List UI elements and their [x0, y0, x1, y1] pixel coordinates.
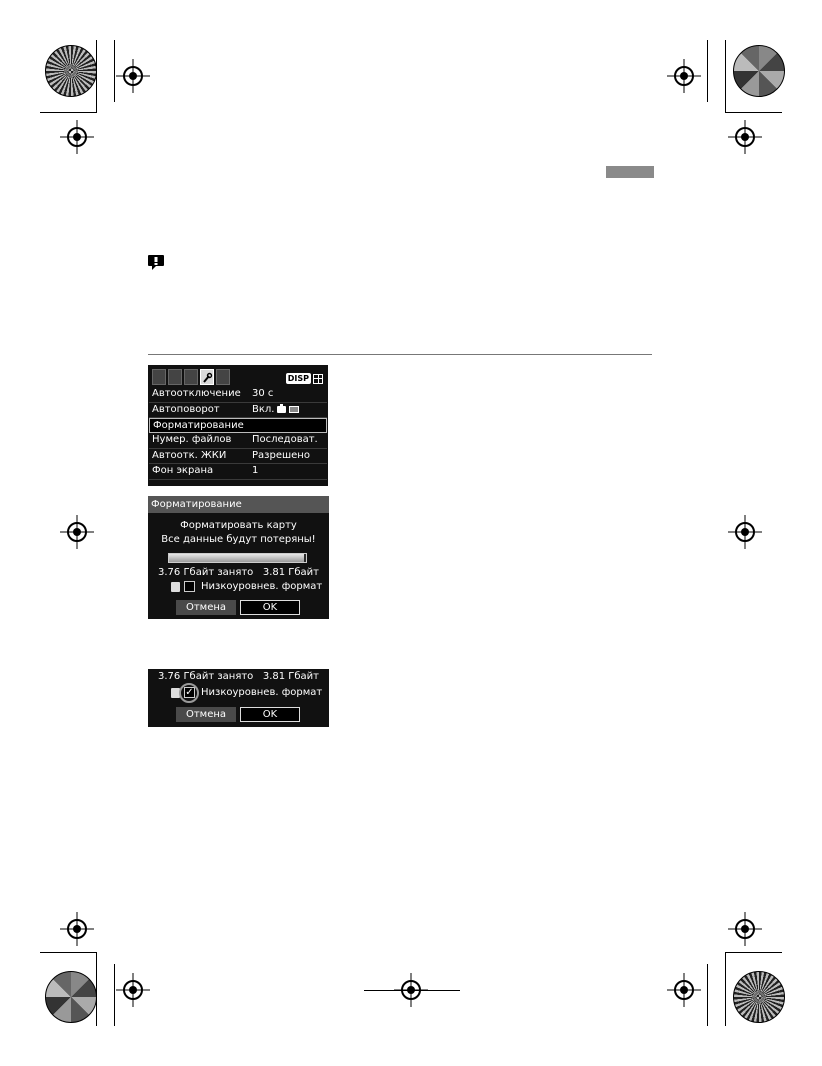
menu-item-value: Разрешено [252, 449, 310, 461]
tab-playback-1[interactable] [152, 369, 166, 385]
used-space-label: 3.76 Гбайт занято [158, 671, 254, 682]
registration-target-icon [60, 120, 94, 154]
cancel-button[interactable]: Отмена [176, 707, 236, 722]
color-wheel-icon [45, 971, 97, 1023]
registration-target-icon [667, 973, 701, 1007]
tab-playback-3[interactable] [184, 369, 198, 385]
color-wheel-icon [45, 45, 97, 97]
menu-item-value: 30 с [252, 388, 274, 399]
dialog-message-line1: Форматировать карту [180, 520, 297, 531]
cancel-button[interactable]: Отмена [176, 600, 236, 615]
trash-icon [171, 582, 180, 592]
menu-item-value: Вкл. [252, 403, 275, 415]
registration-target-icon [60, 515, 94, 549]
ok-button[interactable]: OK [240, 600, 300, 615]
menu-item-label: Автоповорот [152, 403, 220, 415]
wrench-icon [201, 371, 213, 385]
registration-target-icon [116, 59, 150, 93]
tab-setup[interactable] [200, 369, 214, 385]
color-wheel-icon [733, 971, 785, 1023]
tab-custom[interactable] [216, 369, 230, 385]
format-detail-crop [148, 669, 329, 727]
registration-target-icon [60, 912, 94, 946]
caution-icon [147, 254, 165, 272]
menu-item-label: Форматирование [153, 420, 244, 431]
disp-button[interactable] [286, 373, 323, 384]
monitor-icon [289, 406, 299, 413]
menu-list [149, 387, 327, 480]
total-capacity-label: 3.81 Гбайт [262, 671, 319, 682]
section-tab-marker [606, 166, 654, 178]
low-level-format-label: Низкоуровнев. формат [201, 687, 323, 698]
section-divider [148, 354, 652, 355]
total-capacity-label: 3.81 Гбайт [262, 567, 319, 578]
menu-item-label: Нумер. файлов [152, 434, 232, 445]
highlight-circle [179, 683, 199, 703]
format-dialog [148, 496, 329, 619]
menu-tabs [152, 369, 326, 385]
menu-item-label: Автоотк. ЖКИ [152, 449, 227, 461]
menu-item-lcd-auto-off[interactable] [149, 449, 327, 465]
menu-item-label: Автоотключение [152, 388, 241, 399]
registration-target-icon [728, 120, 762, 154]
menu-item-format[interactable] [149, 418, 327, 433]
disp-label: DISP [287, 374, 309, 383]
menu-screen [148, 365, 328, 486]
dialog-message-line2: Все данные будут потеряны! [161, 534, 316, 545]
camera-icon [277, 406, 286, 413]
capacity-bar [168, 553, 307, 563]
menu-item-value: Последоват. [252, 434, 318, 445]
menu-item-screen-color[interactable] [149, 464, 327, 480]
tab-playback-2[interactable] [168, 369, 182, 385]
menu-item-label: Фон экрана [152, 465, 214, 476]
grid-icon [313, 374, 323, 384]
capacity-bar-fill [169, 554, 304, 562]
dialog-title: Форматирование [148, 496, 329, 513]
color-wheel-icon [733, 45, 785, 97]
menu-item-auto-rotate[interactable] [149, 403, 327, 419]
menu-item-auto-power-off[interactable] [149, 387, 327, 403]
ok-button[interactable]: OK [240, 707, 300, 722]
registration-target-icon [728, 912, 762, 946]
menu-item-file-numbering[interactable] [149, 433, 327, 449]
low-level-format-checkbox[interactable] [184, 581, 195, 592]
registration-target-icon [667, 59, 701, 93]
registration-target-icon [728, 515, 762, 549]
low-level-format-label: Низкоуровнев. формат [201, 581, 323, 592]
used-space-label: 3.76 Гбайт занято [158, 567, 254, 578]
menu-item-value: 1 [252, 465, 259, 476]
crop-line [364, 990, 460, 991]
registration-target-icon [116, 973, 150, 1007]
low-level-format-checkbox[interactable]: ✓ [185, 687, 194, 698]
